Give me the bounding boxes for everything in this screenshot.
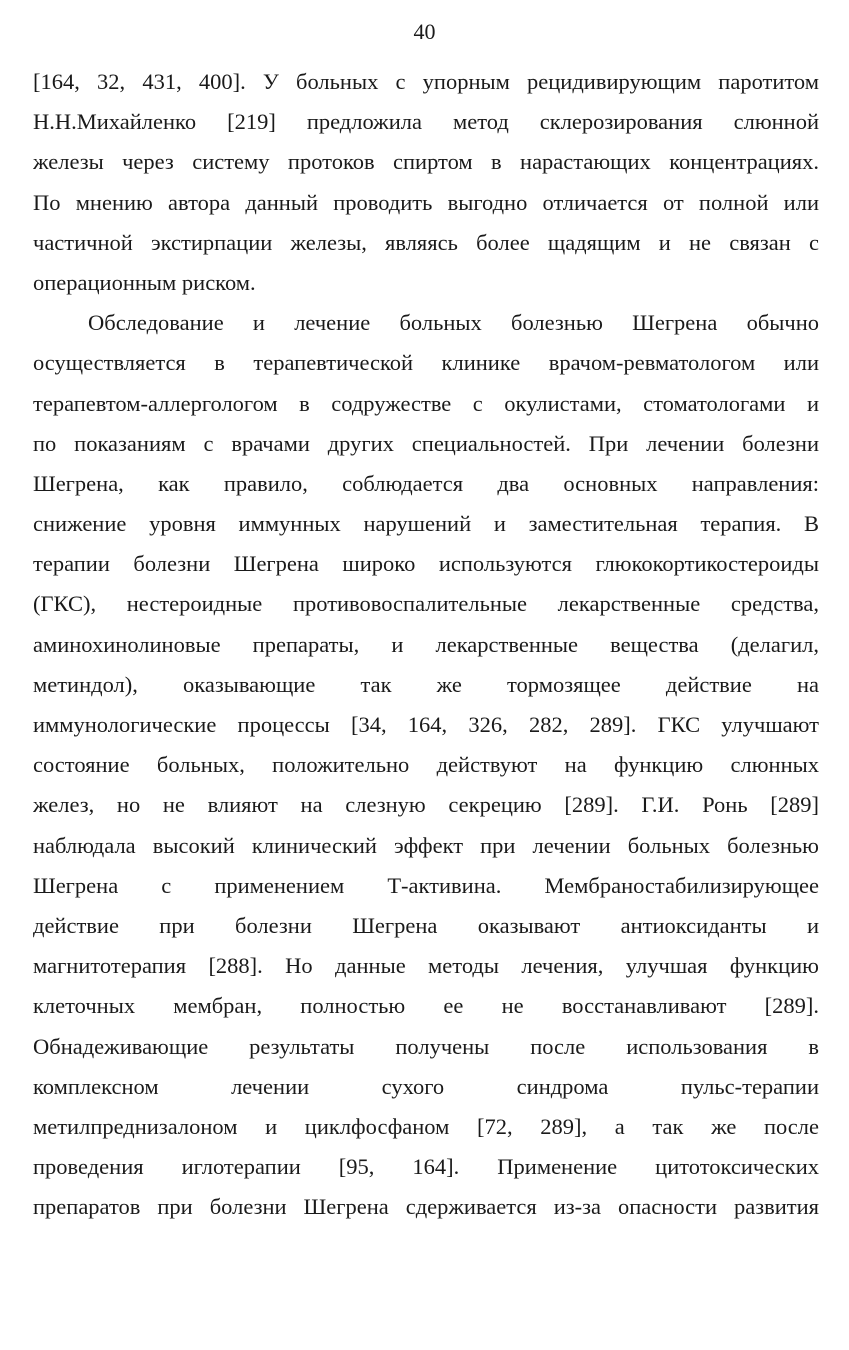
text-line: клеточных мембран, полностью ее не восстанавливают [289]. — [33, 993, 819, 1019]
text-line: наблюдала высокий клинический эффект при лечении больных болезнью — [33, 832, 819, 858]
text-line: метиндол), оказывающие так же тормозящее действие на — [33, 671, 819, 697]
text-line: проведения иглотерапии [95, 164]. Применение цитотоксических — [33, 1154, 819, 1180]
text-line: Шегрена с применением Т-активина. Мембраностабилизирующее — [33, 872, 819, 898]
text-line: аминохинолиновые препараты, и лекарственные вещества (делагил, — [33, 631, 819, 657]
text-line: желез, но не влияют на слезную секрецию [289]. Г.И. Ронь [289] — [33, 792, 819, 818]
text-line: иммунологические процессы [34, 164, 326, 282, 289]. ГКС улучшают — [33, 712, 819, 737]
text-line: метилпреднизалоном и циклфосфаном [72, 289], а так же после — [33, 1113, 819, 1139]
paragraph — [33, 62, 819, 303]
text-line: операционным риском. — [33, 269, 256, 295]
text-line: Обследование и лечение больных болезнью Шегрена обычно — [88, 310, 819, 336]
page-number: 40 — [413, 19, 436, 44]
text-line: состояние больных, положительно действуют на функцию слюнных — [33, 752, 819, 778]
text-line: действие при болезни Шегрена оказывают антиоксиданты и — [33, 912, 819, 938]
text-line: осуществляется в терапевтической клинике врачом-ревматологом или — [33, 350, 819, 376]
body-text — [33, 62, 819, 1227]
text-line: железы через систему протоков спиртом в нарастающих концентрациях. — [33, 149, 819, 175]
text-line: Шегрена, как правило, соблюдается два основных направления: — [33, 470, 819, 496]
text-line: [164, 32, 431, 400]. У больных с упорным рецидивирующим паротитом — [33, 69, 819, 94]
text-line: терапии болезни Шегрена широко используются глюкокортикостероиды — [33, 551, 819, 577]
text-line: комплексном лечении сухого синдрома пульс-терапии — [33, 1073, 819, 1099]
text-line: Н.Н.Михайленко [219] предложила метод склерозирования слюнной — [33, 109, 819, 135]
text-line: магнитотерапия [288]. Но данные методы лечения, улучшая функцию — [33, 953, 819, 979]
text-line: по показаниям с врачами других специальностей. При лечении болезни — [33, 430, 819, 456]
text-line: препаратов при болезни Шегрена сдерживается из-за опасности развития — [33, 1194, 819, 1220]
text-line: (ГКС), нестероидные противовоспалительные лекарственные средства, — [33, 591, 819, 617]
text-line: Обнадеживающие результаты получены после использования в — [33, 1033, 819, 1059]
text-line: терапевтом-аллергологом в содружестве с окулистами, стоматологами и — [33, 390, 819, 416]
text-line: По мнению автора данный проводить выгодно отличается от полной или — [33, 189, 819, 215]
paragraph — [33, 303, 819, 1227]
text-line: частичной экстирпации железы, являясь более щадящим и не связан с — [33, 229, 819, 255]
text-line: снижение уровня иммунных нарушений и заместительная терапия. В — [33, 511, 819, 537]
